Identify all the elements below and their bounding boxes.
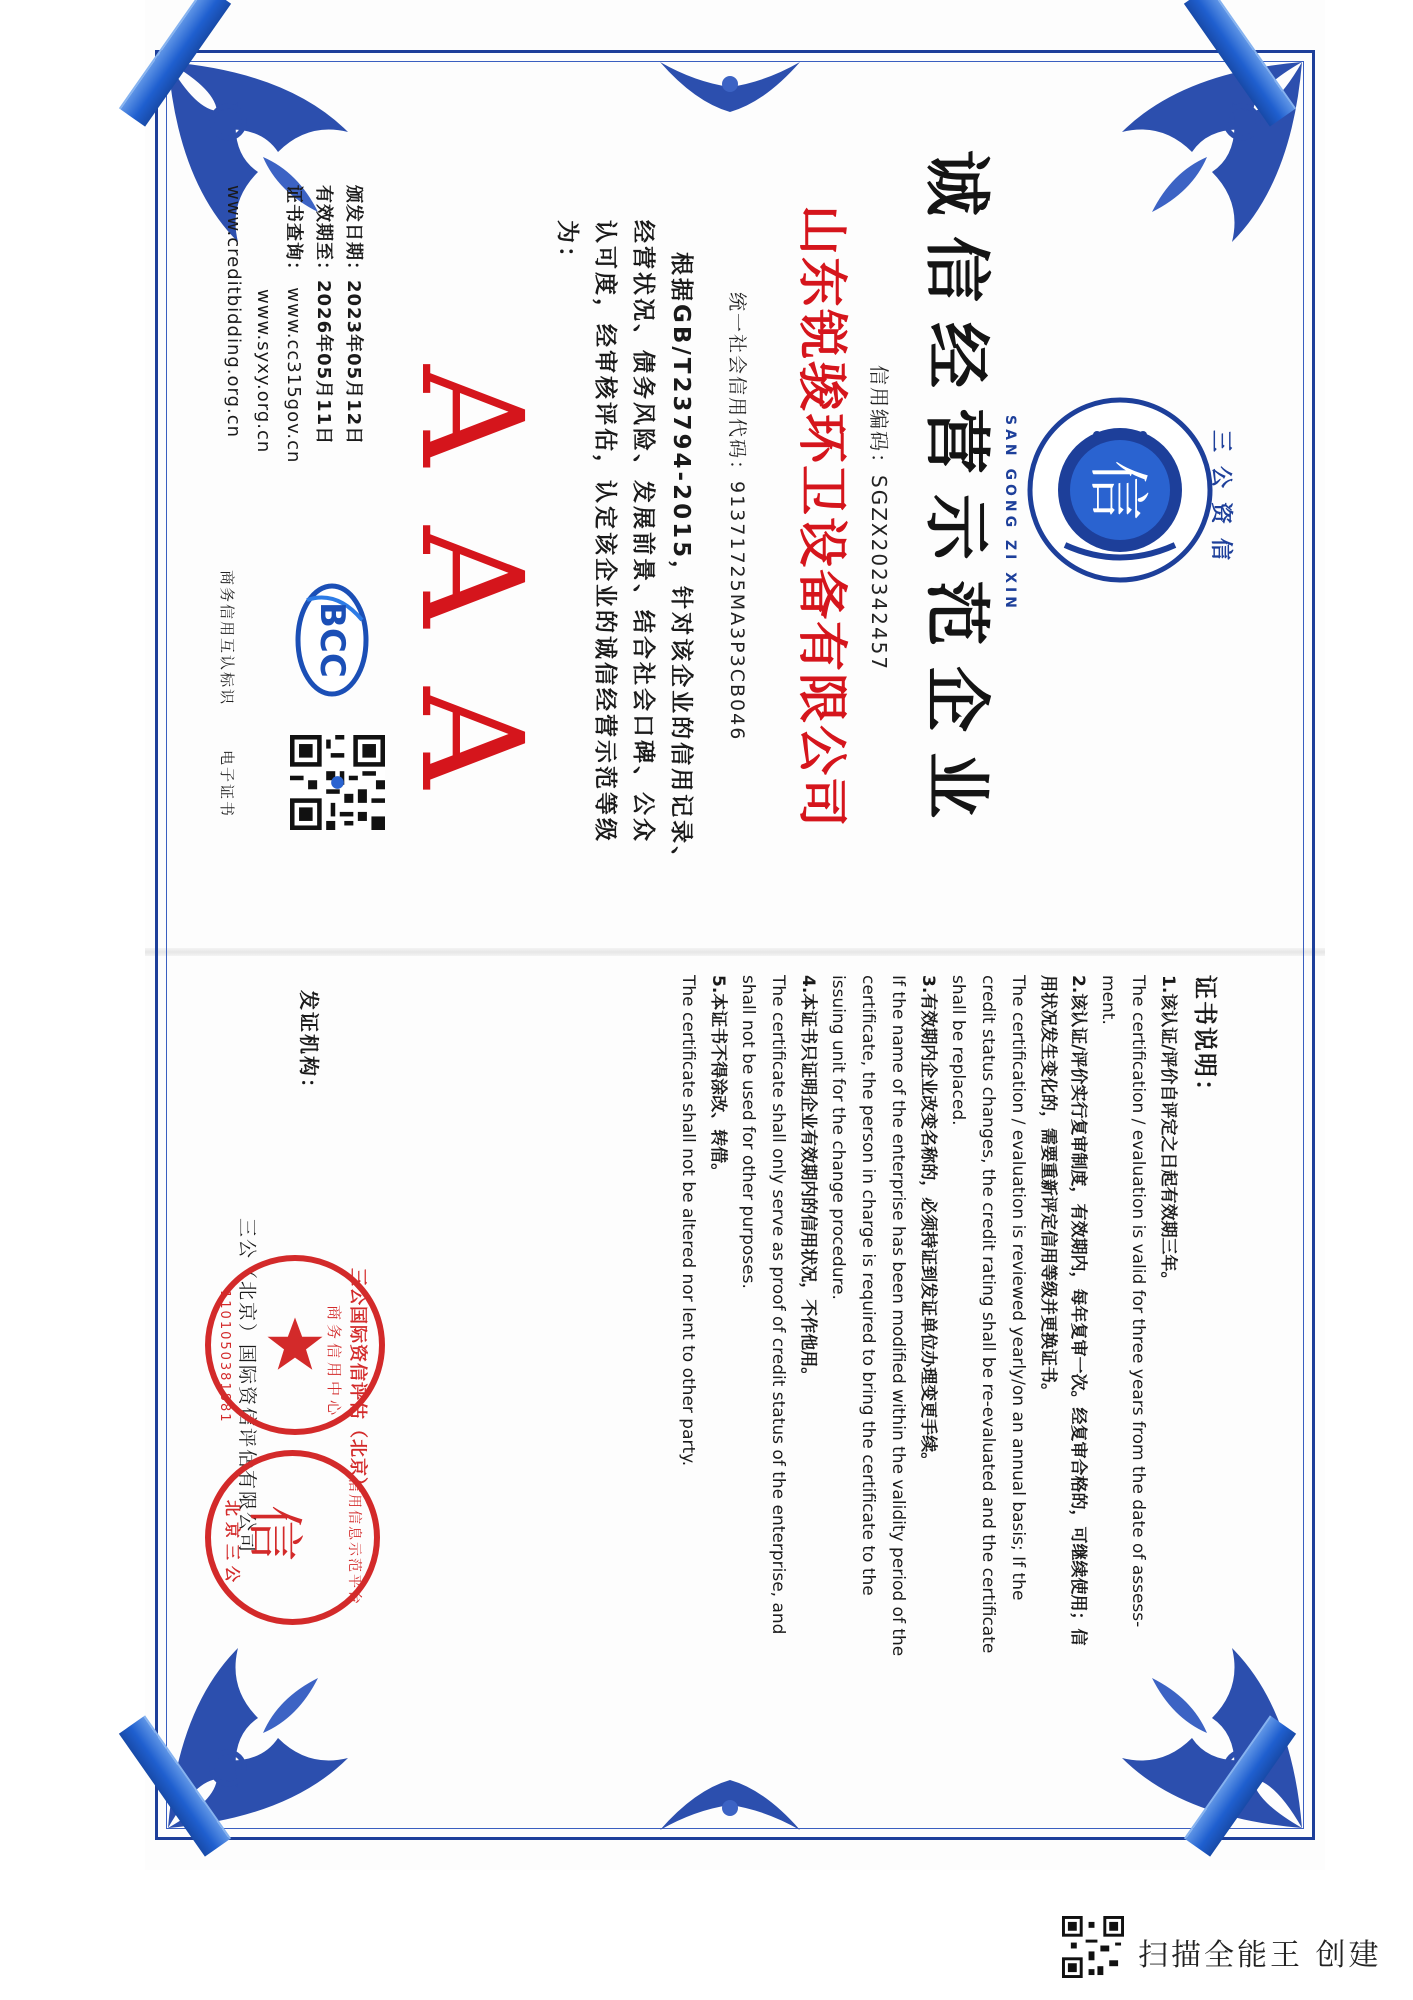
body-line-3: 认可度，经审核评估，认定该企业的诚信经营示范等级 <box>592 220 618 844</box>
certificate-body-text <box>548 220 700 873</box>
seal-right-emblem: 信 <box>241 1505 306 1561</box>
note-4-en-cont: shall not be used for other purposes. <box>738 975 758 1289</box>
note-3-en-cont2: issuing unit for the change procedure. <box>828 975 848 1300</box>
emblem-en-text: SAN GONG ZI XIN <box>1002 415 1018 612</box>
note-1-cn: 1.该认证/评价自评定之日起有效期三年。 <box>1158 975 1178 1289</box>
note-5-cn: 5.本证书不得涂改、转借。 <box>708 975 728 1181</box>
e-certificate-caption: 电子证书 <box>218 750 236 819</box>
seal-left-sub: 商务信用中心 <box>325 1305 343 1420</box>
seal-left-number: 1101050381881 <box>217 1290 232 1424</box>
notes-title: 证书说明： <box>1191 975 1219 1105</box>
note-2-en-cont: credit status changes, the credit rating shall be re-evaluated and the certificate <box>978 975 998 1654</box>
query-site-3[interactable]: www.creditbidding.org.cn <box>223 185 244 439</box>
body-line-4: 为： <box>554 220 580 272</box>
fold-ornament-left-icon <box>660 62 800 122</box>
issuer-name: 三公（北京）国际资信评估有限公司 <box>236 1218 258 1555</box>
fold-ornament-right-icon <box>660 1770 800 1830</box>
query-row <box>278 185 308 463</box>
svg-text:信: 信 <box>1082 460 1152 520</box>
uscc-line: 统一社会信用代码：91371725MA3P3CB046 <box>726 292 748 742</box>
valid-until: 有效期至：2026年05月11日 <box>313 185 334 446</box>
note-1-en: The certification / evaluation is valid for three years from the date of assess- <box>1128 975 1148 1628</box>
note-1-en-cont: ment. <box>1098 975 1118 1025</box>
body-line-2: 经营状况、债务风险、发展前景、结合社会口碑、公众 <box>630 220 656 844</box>
query-label: 证书查询： <box>283 185 304 280</box>
issuer-label: 发证机构： <box>297 990 321 1100</box>
note-4-en: The certificate shall only serve as proof of credit status of the enterprise, and <box>768 975 788 1635</box>
corner-ornament-bottom-left-icon <box>168 1598 398 1828</box>
note-5-en: The certificate shall not be altered nor lent to other party. <box>678 975 698 1467</box>
query-row-2 <box>248 185 278 463</box>
sangong-emblem-icon <box>1025 395 1215 585</box>
seal-right-text: 信用信息示范平台 <box>346 1478 362 1606</box>
certificate-title: 诚信经营示范企业 <box>918 150 996 838</box>
verification-qr-code-icon[interactable] <box>290 735 385 830</box>
credit-grade: AAA <box>389 365 552 849</box>
note-2-cn-cont: 用状况发生变化的，需要重新评定信用等级并更换证书。 <box>1038 975 1058 1400</box>
note-2-cn: 2.该认证/评价实行复审制度，有效期内，每年复审一次。经复审合格的，可继续使用；信 <box>1068 975 1088 1646</box>
issue-date: 颁发日期：2023年05月12日 <box>343 185 364 446</box>
bcc-caption: 商务信用互认标识 <box>218 570 236 707</box>
note-3-en-cont: certificate, the person in charge is required to bring the certificate to the <box>858 975 878 1596</box>
bcc-logo-text: BCC <box>312 602 352 678</box>
note-2-en: The certification / evaluation is reviewed yearly/on an annual basis; If the <box>1008 975 1028 1601</box>
seal-right-sub: 北京三公 <box>223 1500 242 1589</box>
note-3-cn: 3.有效期内企业改变名称的，必须持证到发证单位办理变更手续。 <box>918 975 938 1470</box>
query-site-2[interactable]: www.syxy.org.cn <box>253 289 274 454</box>
note-4-cn: 4.本证书只证明企业有效期内的信用状况，不作他用。 <box>798 975 818 1385</box>
seal-left-text: 三公国际资信评估（北京） <box>347 1268 368 1496</box>
credit-code-line: 信用编码：SGZX202342457 <box>867 365 891 672</box>
emblem-cn-text: 三公资信 <box>1208 430 1233 575</box>
note-3-en: If the name of the enterprise has been modified within the validity period of the <box>888 975 908 1657</box>
seal-star-icon <box>262 1312 328 1378</box>
company-name: 山东锐骏环卫设备有限公司 <box>793 205 851 829</box>
query-site-1[interactable]: www.cc315gov.cn <box>283 287 304 464</box>
issue-info <box>218 185 368 463</box>
note-2-en-cont2: shall be replaced. <box>948 975 968 1126</box>
scanner-qr-code-icon <box>1062 1916 1124 1978</box>
notes-list <box>673 975 1183 1656</box>
query-row-3 <box>218 185 248 463</box>
body-line-1: 根据GB/T23794-2015，针对该企业的信用记录、 <box>668 252 694 873</box>
scanner-watermark: 扫描全能王 创建 <box>1138 1938 1382 1973</box>
